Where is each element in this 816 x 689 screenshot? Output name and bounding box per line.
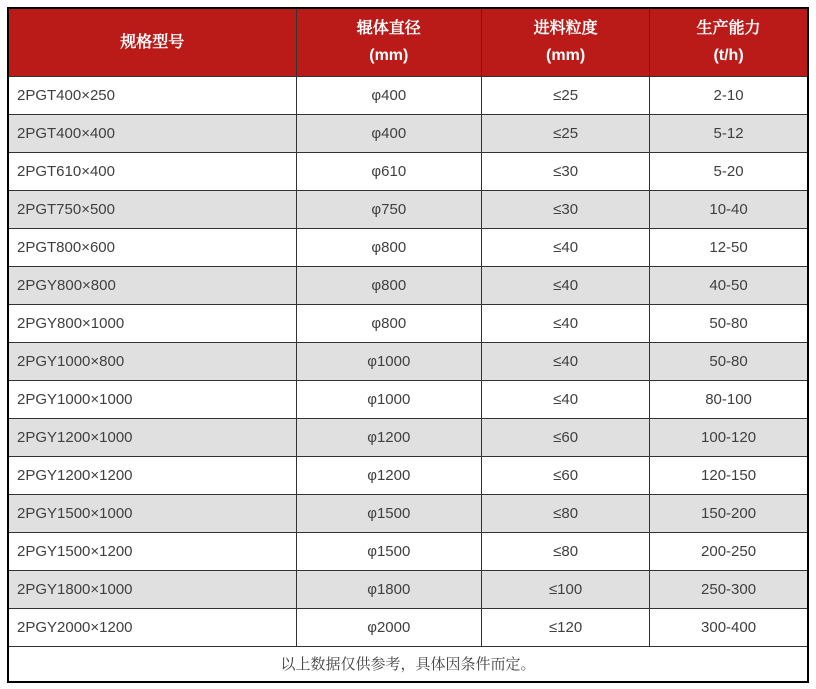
header-capacity: [650, 8, 808, 76]
cell-capacity: 10-40: [650, 190, 808, 228]
cell-model: 2PGY1000×800: [8, 342, 296, 380]
cell-feed-size: ≤40: [482, 380, 650, 418]
header-capacity-unit: (t/h): [713, 47, 744, 65]
cell-capacity: 100-120: [650, 418, 808, 456]
cell-roller-diameter: φ1000: [296, 342, 482, 380]
header-feed-size-label: 进料粒度: [533, 20, 598, 38]
cell-model: 2PGT750×500: [8, 190, 296, 228]
table-row: [8, 266, 808, 304]
cell-capacity: 40-50: [650, 266, 808, 304]
cell-roller-diameter: φ400: [296, 76, 482, 114]
cell-capacity: 300-400: [650, 608, 808, 646]
header-row: [8, 8, 808, 76]
cell-roller-diameter: φ1000: [296, 380, 482, 418]
cell-capacity: 80-100: [650, 380, 808, 418]
cell-model: 2PGY1500×1200: [8, 532, 296, 570]
cell-capacity: 2-10: [650, 76, 808, 114]
table-row: [8, 152, 808, 190]
table-row: [8, 532, 808, 570]
table-row: [8, 494, 808, 532]
cell-feed-size: ≤80: [482, 532, 650, 570]
header-model: [8, 8, 296, 76]
cell-capacity: 5-12: [650, 114, 808, 152]
cell-roller-diameter: φ1200: [296, 418, 482, 456]
cell-capacity: 12-50: [650, 228, 808, 266]
table-header: [8, 8, 808, 76]
cell-capacity: 5-20: [650, 152, 808, 190]
table-row: [8, 228, 808, 266]
cell-feed-size: ≤60: [482, 456, 650, 494]
cell-model: 2PGY800×800: [8, 266, 296, 304]
cell-roller-diameter: φ800: [296, 266, 482, 304]
cell-feed-size: ≤40: [482, 304, 650, 342]
header-capacity-label: 生产能力: [696, 20, 761, 38]
table-row: [8, 342, 808, 380]
header-model-label: 规格型号: [120, 33, 185, 51]
cell-model: 2PGT400×400: [8, 114, 296, 152]
table-row: [8, 380, 808, 418]
cell-model: 2PGY1800×1000: [8, 570, 296, 608]
cell-model: 2PGY1200×1200: [8, 456, 296, 494]
table-row: [8, 76, 808, 114]
cell-model: 2PGY1500×1000: [8, 494, 296, 532]
spec-table: [7, 7, 809, 683]
header-feed-size-unit: (mm): [546, 47, 586, 65]
table-row: [8, 570, 808, 608]
cell-model: 2PGY1000×1000: [8, 380, 296, 418]
cell-feed-size: ≤80: [482, 494, 650, 532]
footnote-row: [8, 646, 808, 682]
cell-roller-diameter: φ800: [296, 228, 482, 266]
cell-feed-size: ≤30: [482, 152, 650, 190]
table-body: [8, 76, 808, 646]
cell-roller-diameter: φ2000: [296, 608, 482, 646]
cell-roller-diameter: φ1500: [296, 494, 482, 532]
table-row: [8, 114, 808, 152]
cell-feed-size: ≤60: [482, 418, 650, 456]
cell-feed-size: ≤40: [482, 342, 650, 380]
header-roller-diameter-label: 辊体直径: [356, 20, 421, 38]
cell-feed-size: ≤40: [482, 228, 650, 266]
cell-capacity: 50-80: [650, 342, 808, 380]
cell-feed-size: ≤25: [482, 76, 650, 114]
cell-capacity: 50-80: [650, 304, 808, 342]
cell-model: 2PGT800×600: [8, 228, 296, 266]
cell-roller-diameter: φ1800: [296, 570, 482, 608]
header-roller-diameter-unit: (mm): [369, 47, 409, 65]
cell-model: 2PGY2000×1200: [8, 608, 296, 646]
table-row: [8, 608, 808, 646]
table-row: [8, 190, 808, 228]
cell-model: 2PGT610×400: [8, 152, 296, 190]
cell-roller-diameter: φ750: [296, 190, 482, 228]
table-footer: [8, 646, 808, 682]
header-roller-diameter: [296, 8, 482, 76]
cell-feed-size: ≤40: [482, 266, 650, 304]
cell-feed-size: ≤30: [482, 190, 650, 228]
table-row: [8, 304, 808, 342]
cell-feed-size: ≤120: [482, 608, 650, 646]
cell-capacity: 120-150: [650, 456, 808, 494]
cell-roller-diameter: φ400: [296, 114, 482, 152]
cell-feed-size: ≤25: [482, 114, 650, 152]
cell-roller-diameter: φ800: [296, 304, 482, 342]
table-row: [8, 418, 808, 456]
cell-roller-diameter: φ610: [296, 152, 482, 190]
header-feed-size: [482, 8, 650, 76]
cell-model: 2PGT400×250: [8, 76, 296, 114]
cell-model: 2PGY1200×1000: [8, 418, 296, 456]
cell-roller-diameter: φ1200: [296, 456, 482, 494]
table-row: [8, 456, 808, 494]
cell-capacity: 150-200: [650, 494, 808, 532]
cell-model: 2PGY800×1000: [8, 304, 296, 342]
cell-feed-size: ≤100: [482, 570, 650, 608]
cell-roller-diameter: φ1500: [296, 532, 482, 570]
footnote: 以上数据仅供参考，具体因条件而定。: [8, 646, 808, 682]
cell-capacity: 200-250: [650, 532, 808, 570]
cell-capacity: 250-300: [650, 570, 808, 608]
